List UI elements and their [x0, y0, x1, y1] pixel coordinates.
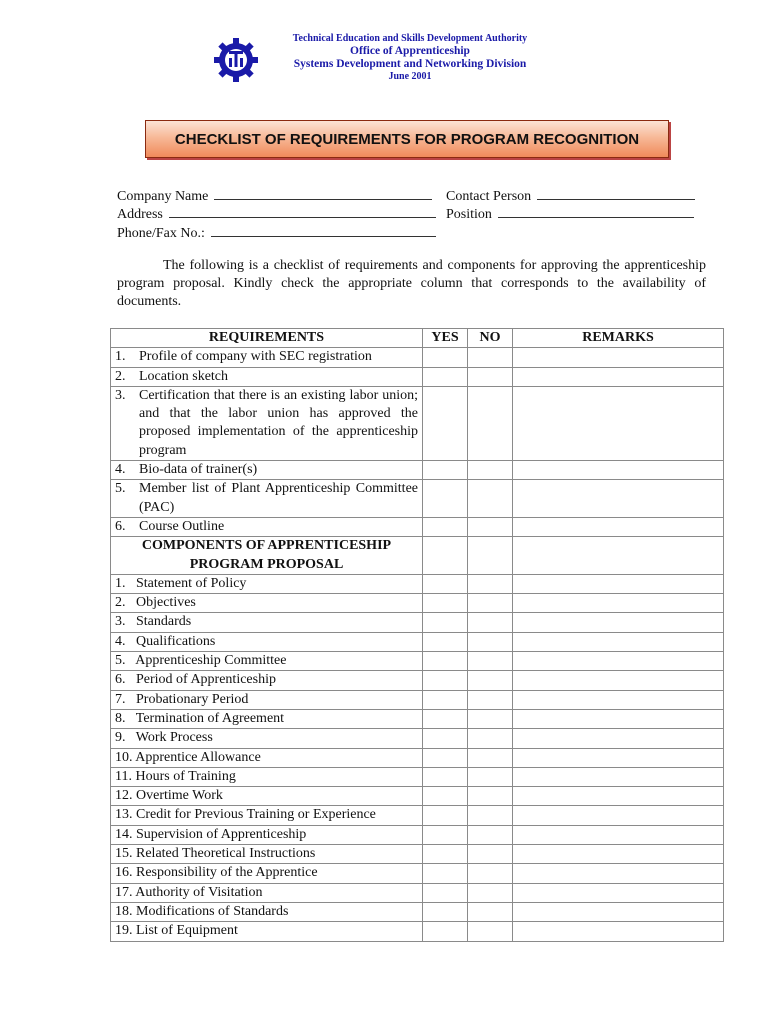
component-cell: 15. Related Theoretical Instructions: [111, 845, 423, 864]
no-checkbox-cell[interactable]: [468, 748, 513, 767]
no-checkbox-cell[interactable]: [468, 517, 513, 536]
document-title: CHECKLIST OF REQUIREMENTS FOR PROGRAM RECOGNITION: [145, 120, 669, 158]
table-row: [111, 480, 724, 518]
company-name-label: Company Name: [117, 189, 209, 204]
table-row: [111, 864, 724, 883]
remarks-cell[interactable]: [513, 729, 724, 748]
yes-checkbox-cell[interactable]: [423, 367, 468, 386]
requirement-cell: [111, 480, 423, 518]
yes-checkbox-cell[interactable]: [423, 825, 468, 844]
checklist-table: [110, 328, 724, 942]
requirement-number: 4.: [115, 462, 126, 478]
table-row: [111, 825, 724, 844]
no-checkbox-cell[interactable]: [468, 729, 513, 748]
remarks-cell[interactable]: [513, 845, 724, 864]
company-name-line[interactable]: [214, 186, 432, 200]
remarks-cell[interactable]: [513, 806, 724, 825]
remarks-cell[interactable]: [513, 690, 724, 709]
components-section-title: COMPONENTS OF APPRENTICESHIP PROGRAM PROPOSAL: [111, 537, 423, 575]
component-cell: 5. Apprenticeship Committee: [111, 652, 423, 671]
yes-checkbox-cell[interactable]: [423, 709, 468, 728]
requirement-number: 6.: [115, 518, 126, 534]
section-remarks-cell: [513, 537, 724, 575]
component-cell: 16. Responsibility of the Apprentice: [111, 864, 423, 883]
no-checkbox-cell[interactable]: [468, 348, 513, 367]
table-header-row: [111, 329, 724, 348]
component-cell: 9. Work Process: [111, 729, 423, 748]
no-checkbox-cell[interactable]: [468, 613, 513, 632]
table-row: [111, 690, 724, 709]
requirement-cell: [111, 386, 423, 460]
remarks-cell[interactable]: [513, 787, 724, 806]
letterhead: [0, 33, 768, 93]
position-line[interactable]: [498, 204, 694, 218]
component-cell: 8. Termination of Agreement: [111, 709, 423, 728]
document-date: June 2001: [388, 71, 432, 82]
table-row: [111, 348, 724, 367]
component-cell: 17. Authority of Visitation: [111, 883, 423, 902]
component-cell: 12. Overtime Work: [111, 787, 423, 806]
component-cell: 19. List of Equipment: [111, 922, 423, 941]
requirements-header: REQUIREMENTS: [111, 329, 423, 348]
phone-fax-line[interactable]: [211, 223, 436, 237]
no-checkbox-cell[interactable]: [468, 461, 513, 480]
phone-fax-label: Phone/Fax No.:: [117, 226, 205, 241]
no-checkbox-cell[interactable]: [468, 902, 513, 921]
no-checkbox-cell[interactable]: [468, 767, 513, 786]
table-row: [111, 386, 724, 460]
component-cell: 18. Modifications of Standards: [111, 902, 423, 921]
yes-checkbox-cell[interactable]: [423, 480, 468, 518]
no-checkbox-cell[interactable]: [468, 594, 513, 613]
section-body: [111, 537, 724, 575]
requirement-cell: [111, 367, 423, 386]
table-row: [111, 902, 724, 921]
requirement-cell: [111, 348, 423, 367]
remarks-cell[interactable]: [513, 748, 724, 767]
contact-person-label: Contact Person: [446, 189, 532, 204]
component-cell: 6. Period of Apprenticeship: [111, 671, 423, 690]
requirements-body: [111, 348, 724, 537]
section-yes-cell: [423, 537, 468, 575]
component-cell: 3. Standards: [111, 613, 423, 632]
no-checkbox-cell[interactable]: [468, 922, 513, 941]
table-row: [111, 517, 724, 536]
remarks-cell[interactable]: [513, 632, 724, 651]
table-row: [111, 632, 724, 651]
requirement-number: 5.: [115, 481, 126, 497]
remarks-cell[interactable]: [513, 883, 724, 902]
yes-checkbox-cell[interactable]: [423, 864, 468, 883]
yes-checkbox-cell[interactable]: [423, 574, 468, 593]
no-checkbox-cell[interactable]: [468, 671, 513, 690]
no-checkbox-cell[interactable]: [468, 883, 513, 902]
remarks-cell[interactable]: [513, 367, 724, 386]
contact-person-line[interactable]: [537, 186, 695, 200]
component-cell: 11. Hours of Training: [111, 767, 423, 786]
contact-person-field[interactable]: [446, 186, 695, 205]
remarks-cell[interactable]: [513, 594, 724, 613]
yes-header: YES: [423, 329, 468, 348]
component-cell: 7. Probationary Period: [111, 690, 423, 709]
yes-checkbox-cell[interactable]: [423, 652, 468, 671]
table-row: [111, 748, 724, 767]
component-cell: 13. Credit for Previous Training or Experience: [111, 806, 423, 825]
no-checkbox-cell[interactable]: [468, 367, 513, 386]
agency-name: Technical Education and Skills Development Authority: [292, 33, 528, 44]
remarks-cell[interactable]: [513, 767, 724, 786]
intro-paragraph: [117, 257, 706, 311]
no-checkbox-cell[interactable]: [468, 632, 513, 651]
requirement-text: Member list of Plant Apprenticeship Committee (PAC): [139, 481, 418, 515]
yes-checkbox-cell[interactable]: [423, 594, 468, 613]
requirement-text: Location sketch: [139, 368, 229, 384]
no-checkbox-cell[interactable]: [468, 709, 513, 728]
remarks-cell[interactable]: [513, 480, 724, 518]
component-cell: 4. Qualifications: [111, 632, 423, 651]
no-checkbox-cell[interactable]: [468, 845, 513, 864]
phone-fax-field[interactable]: [117, 223, 436, 242]
table-row: [111, 594, 724, 613]
no-checkbox-cell[interactable]: [468, 787, 513, 806]
position-label: Position: [446, 207, 492, 222]
table-row: [111, 671, 724, 690]
table-row: [111, 922, 724, 941]
letterhead-text: [270, 33, 550, 83]
office-name: Office of Apprenticeship: [350, 45, 470, 57]
yes-checkbox-cell[interactable]: [423, 767, 468, 786]
section-no-cell: [468, 537, 513, 575]
yes-checkbox-cell[interactable]: [423, 845, 468, 864]
yes-checkbox-cell[interactable]: [423, 517, 468, 536]
no-checkbox-cell[interactable]: [468, 864, 513, 883]
remarks-cell[interactable]: [513, 902, 724, 921]
table-row: [111, 574, 724, 593]
requirement-text: Course Outline: [139, 518, 225, 534]
requirement-cell: [111, 461, 423, 480]
remarks-cell[interactable]: [513, 922, 724, 941]
no-checkbox-cell[interactable]: [468, 825, 513, 844]
table-row: [111, 367, 724, 386]
table-row: [111, 883, 724, 902]
section-row: [111, 537, 724, 575]
remarks-cell[interactable]: [513, 574, 724, 593]
requirement-cell: [111, 517, 423, 536]
no-checkbox-cell[interactable]: [468, 690, 513, 709]
requirement-number: 1.: [115, 349, 126, 365]
component-cell: 1. Statement of Policy: [111, 574, 423, 593]
no-header: NO: [468, 329, 513, 348]
yes-checkbox-cell[interactable]: [423, 348, 468, 367]
table-row: [111, 709, 724, 728]
yes-checkbox-cell[interactable]: [423, 632, 468, 651]
address-line[interactable]: [169, 204, 436, 218]
table-row: [111, 787, 724, 806]
yes-checkbox-cell[interactable]: [423, 671, 468, 690]
remarks-cell[interactable]: [513, 517, 724, 536]
remarks-cell[interactable]: [513, 461, 724, 480]
address-field[interactable]: [117, 204, 436, 223]
requirement-text: Profile of company with SEC registration: [139, 349, 372, 365]
yes-checkbox-cell[interactable]: [423, 748, 468, 767]
component-cell: 10. Apprentice Allowance: [111, 748, 423, 767]
remarks-cell[interactable]: [513, 348, 724, 367]
component-cell: 2. Objectives: [111, 594, 423, 613]
remarks-cell[interactable]: [513, 652, 724, 671]
remarks-header: REMARKS: [513, 329, 724, 348]
yes-checkbox-cell[interactable]: [423, 883, 468, 902]
remarks-cell[interactable]: [513, 709, 724, 728]
tesda-logo-icon: [212, 36, 260, 84]
position-field[interactable]: [446, 204, 694, 223]
remarks-cell[interactable]: [513, 825, 724, 844]
address-label: Address: [117, 207, 163, 222]
yes-checkbox-cell[interactable]: [423, 386, 468, 460]
remarks-cell[interactable]: [513, 671, 724, 690]
table-row: [111, 461, 724, 480]
requirement-text: Bio-data of trainer(s): [139, 462, 258, 478]
no-checkbox-cell[interactable]: [468, 386, 513, 460]
yes-checkbox-cell[interactable]: [423, 690, 468, 709]
table-row: [111, 652, 724, 671]
no-checkbox-cell[interactable]: [468, 574, 513, 593]
yes-checkbox-cell[interactable]: [423, 461, 468, 480]
remarks-cell[interactable]: [513, 613, 724, 632]
remarks-cell[interactable]: [513, 386, 724, 460]
remarks-cell[interactable]: [513, 864, 724, 883]
yes-checkbox-cell[interactable]: [423, 922, 468, 941]
yes-checkbox-cell[interactable]: [423, 902, 468, 921]
table-row: [111, 767, 724, 786]
yes-checkbox-cell[interactable]: [423, 806, 468, 825]
company-name-field[interactable]: [117, 186, 432, 205]
table-row: [111, 806, 724, 825]
yes-checkbox-cell[interactable]: [423, 613, 468, 632]
yes-checkbox-cell[interactable]: [423, 787, 468, 806]
table-row: [111, 613, 724, 632]
table-row: [111, 845, 724, 864]
intro-text: The following is a checklist of requirements and components for approving the apprenticeship program proposal. Kindly check the appropriate column that corresponds to the availability of documents.: [117, 258, 706, 309]
component-cell: 14. Supervision of Apprenticeship: [111, 825, 423, 844]
components-body: [111, 574, 724, 941]
no-checkbox-cell[interactable]: [468, 652, 513, 671]
requirement-number: 2.: [115, 368, 126, 384]
division-name: Systems Development and Networking Division: [293, 58, 527, 70]
requirement-text: Certification that there is an existing labor union; and that the labor union has approved the proposed implementation of the apprenticeship program: [139, 387, 418, 458]
requirement-number: 3.: [115, 387, 126, 403]
table-row: [111, 729, 724, 748]
no-checkbox-cell[interactable]: [468, 806, 513, 825]
no-checkbox-cell[interactable]: [468, 480, 513, 518]
yes-checkbox-cell[interactable]: [423, 729, 468, 748]
